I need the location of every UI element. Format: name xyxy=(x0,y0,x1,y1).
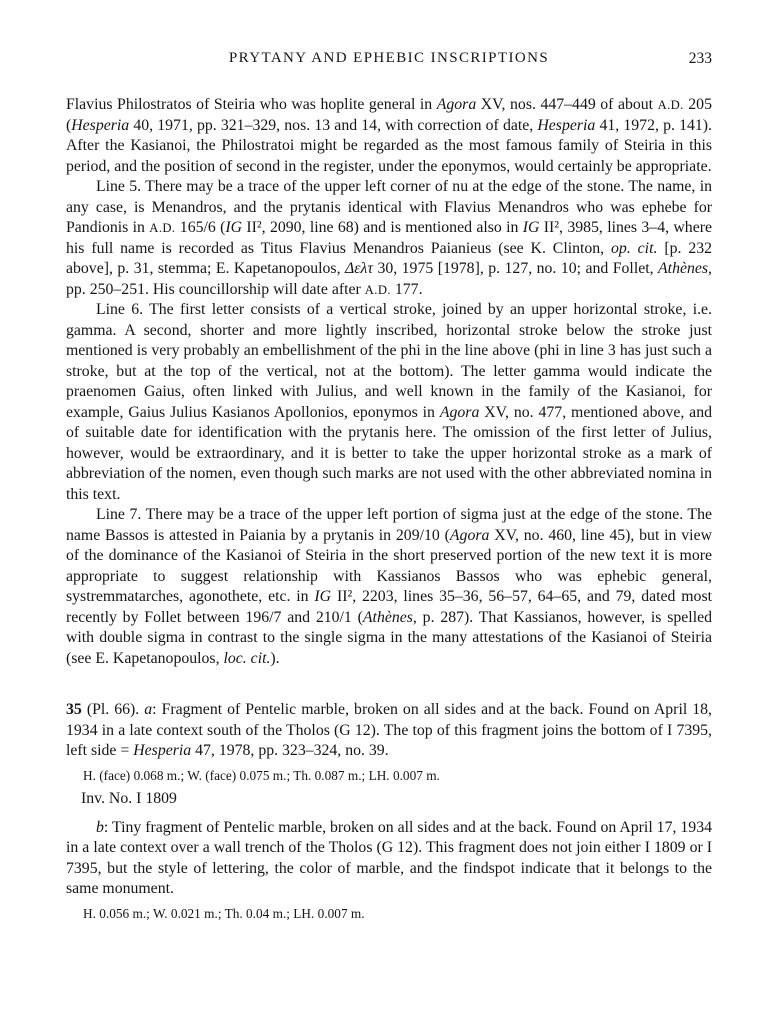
inventory-number xyxy=(66,788,712,809)
text-segment: loc. cit. xyxy=(223,649,271,667)
text-segment: Athènes xyxy=(362,608,413,626)
measurements-b xyxy=(66,905,712,923)
text-segment: IG xyxy=(522,219,540,236)
text-segment: op. cit. xyxy=(611,239,658,257)
text-segment: 165/6 ( xyxy=(175,219,226,236)
running-head xyxy=(66,50,712,70)
text-segment: Agora xyxy=(439,403,480,421)
text-segment: XV, no. 460, line 45), but in view of the dominance of the Kasianoi of Steiria in the short preserved portion of the new text it is more appropriate to suggest relationship with Kassianos Bassos who was ephebic general, systremmatarches, agonothete, etc. in xyxy=(66,526,712,605)
text-segment: H. (face) 0.068 m.; W. (face) 0.075 m.; Th. 0.087 m.; LH. 0.007 m. xyxy=(83,767,440,783)
text-segment: A.D. xyxy=(149,221,176,235)
text-segment: ). xyxy=(270,649,280,667)
text-segment: Hesperia xyxy=(537,116,596,134)
text-segment: Inv. No. I 1809 xyxy=(81,789,177,807)
text-segment: (Pl. 66). xyxy=(81,701,145,718)
paragraph-line-7 xyxy=(66,505,712,669)
text-segment: Agora xyxy=(449,526,490,544)
text-segment: 47, 1978, pp. 323–324, no. 39. xyxy=(191,742,389,759)
text-segment: IG xyxy=(225,219,243,236)
measurements-a xyxy=(66,767,712,785)
text-segment: Hesperia xyxy=(71,116,130,134)
text-segment: II², 2203, lines 35–36, 56–57, 64–65, and 79, dated most recently by Follet between 196/7 and 210/1 ( xyxy=(66,588,712,626)
text-segment: Line 6. The first letter consists of a vertical stroke, joined by an upper horizontal stroke, i.e. gamma. A second, shorter and more lightly inscribed, horizontal stroke below the stroke just mentioned is very probably an embellishment of the phi in the line above (phi in line 3 has just such a stroke, but at the top of the vertical, not at the bottom). The letter gamma would indicate the praenomen Gaius, often linked with Julius, and well known in the family of the Kasianoi, for example, Gaius Julius Kasianos Apollonios, eponymos in xyxy=(66,301,712,421)
entry-35-a xyxy=(66,700,712,762)
text-segment: [p. 232 above], p. 31, stemma; E. Kapetanopoulos, xyxy=(66,239,713,277)
text-segment: 41, 1972, p. 141). After the Kasianoi, the Philostratoi might be regarded as the most famous family of Steiria in this period, and the position of second in the register, under the eponymos, would certainly be appropriate. xyxy=(66,116,712,175)
paragraph-line-5 xyxy=(66,177,712,300)
text-segment: Flavius Philostratos of Steiria who was hoplite general in xyxy=(66,96,437,113)
text-segment: Δελτ xyxy=(345,260,373,277)
text-segment: IG xyxy=(314,588,332,605)
text-segment: A.D. xyxy=(657,98,684,112)
text-segment: A.D. xyxy=(364,282,391,297)
text-segment: , p. 287). That Kassianos, however, is spelled with double sigma in contrast to the single sigma in the many attestations of the Kasianoi of Steiria (see E. Kapetanopoulos, xyxy=(66,608,712,667)
page-number: 233 xyxy=(688,50,712,67)
text-segment: Agora xyxy=(436,96,477,113)
text-segment: II², 3985, lines 3–4, where his full name is recorded as Titus Flavius Menandros Paianieus (see K. Clinton, xyxy=(66,219,712,257)
text-segment: 40, 1971, pp. 321–329, nos. 13 and 14, with correction of date, xyxy=(129,116,538,134)
text-segment: Hesperia xyxy=(133,742,192,759)
text-segment: 205 ( xyxy=(66,96,712,134)
paragraph-continuation xyxy=(66,95,712,177)
entry-35-b xyxy=(66,818,712,900)
text-segment: XV, nos. 447–449 of about xyxy=(476,96,658,113)
text-segment: Athènes xyxy=(658,260,709,277)
text-segment: a xyxy=(144,701,153,718)
text-segment: b xyxy=(96,818,104,836)
text-segment: : Fragment of Pentelic marble, broken on all sides and at the back. Found on April 18, 1934 in a late context south of the Tholos (G 12). The top of this fragment joins the bottom of I 7395, left side = xyxy=(66,701,712,759)
page-body xyxy=(66,95,712,923)
text-segment: : Tiny fragment of Pentelic marble, broken on all sides and at the back. Found on April 17, 1934 in a late context over a wall trench of the Tholos (G 12). This fragment does not join either I 1809 or I 7395, but the style of lettering, the color of marble, and the findspot indicate that it belongs to the same monument. xyxy=(66,818,712,897)
text-segment: Line 5. There may be a trace of the upper left corner of nu at the edge of the stone. The name, in any case, is Menandros, and the prytanis identical with Flavius Menandros who was ephebe for Pandionis in xyxy=(66,178,712,236)
text-segment: 35 xyxy=(66,701,82,718)
text-segment: 177. xyxy=(390,280,423,298)
text-segment: H. 0.056 m.; W. 0.021 m.; Th. 0.04 m.; LH. 0.007 m. xyxy=(83,905,365,921)
text-segment: II², 2090, line 68) and is mentioned also in xyxy=(242,219,523,236)
paragraph-line-6 xyxy=(66,300,712,505)
text-segment: XV, no. 477, mentioned above, and of suitable date for identification with the prytanis here. The omission of the first letter of Julius, however, would be extraordinary, and it is better to take the upper horizontal stroke as a mark of abbreviation of the nomen, even though such marks are not used with the other abbreviated nomina in this text. xyxy=(66,403,712,503)
running-head-title: PRYTANY AND EPHEBIC INSCRIPTIONS xyxy=(228,50,550,66)
text-segment: 30, 1975 [1978], p. 127, no. 10; and Follet, xyxy=(373,260,659,277)
text-segment: , pp. 250–251. His councillorship will date after xyxy=(66,260,712,298)
text-segment: Line 7. There may be a trace of the upper left portion of sigma just at the edge of the stone. The name Bassos is attested in Paiania by a prytanis in 209/10 ( xyxy=(66,506,712,544)
